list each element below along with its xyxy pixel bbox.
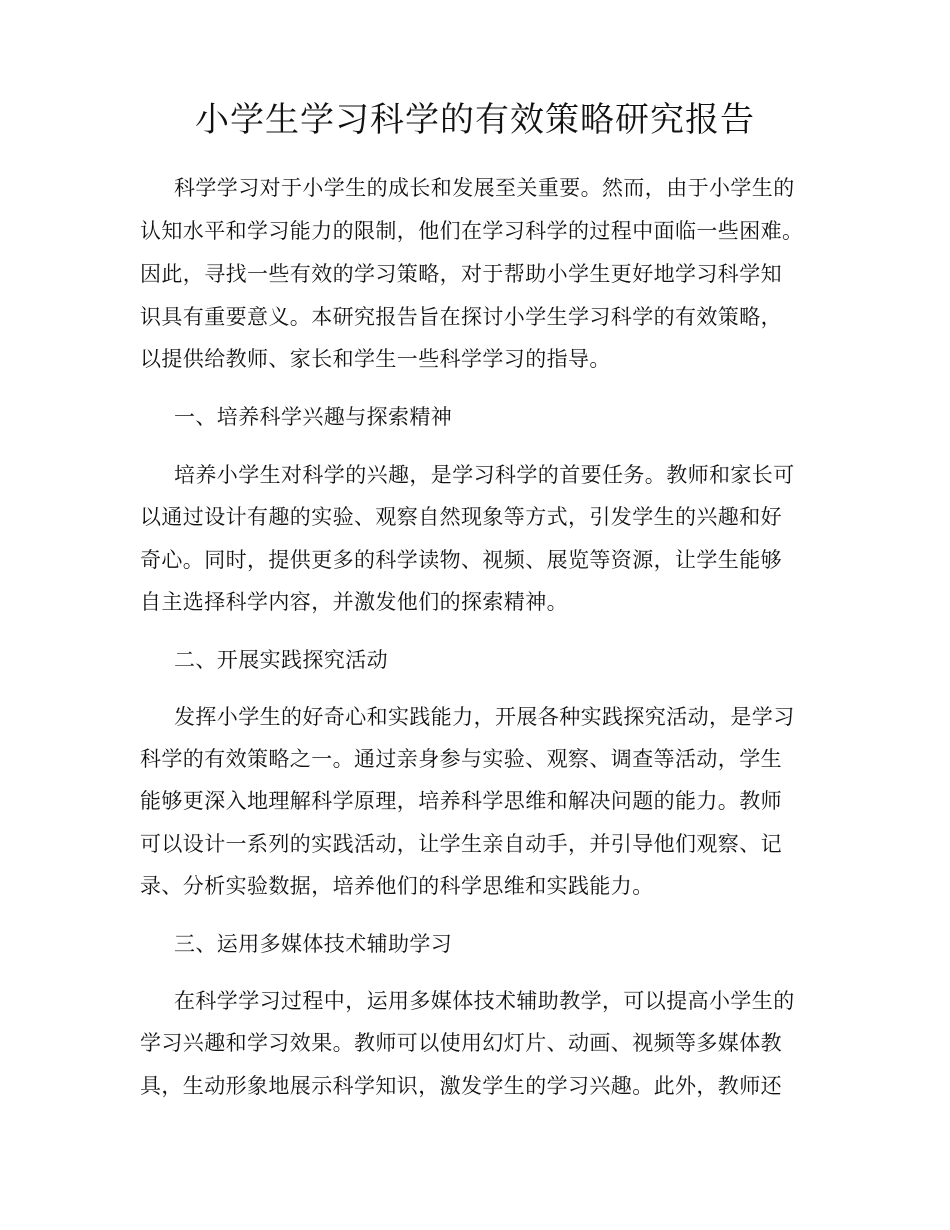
paragraph-line: 因此，寻找一些有效的学习策略，对于帮助小学生更好地学习科学知: [140, 262, 782, 286]
document-title: 小学生学习科学的有效策略研究报告: [195, 100, 755, 140]
section-heading: 二、开展实践探究活动: [174, 648, 388, 672]
paragraph-line: 培养小学生对科学的兴趣，是学习科学的首要任务。教师和家长可: [174, 463, 795, 487]
paragraph-line: 可以设计一系列的实践活动，让学生亲自动手，并引导他们观察、记: [140, 832, 782, 856]
paragraph-line: 奇心。同时，提供更多的科学读物、视频、展览等资源，让学生能够: [140, 548, 782, 572]
paragraph-line: 在科学学习过程中，运用多媒体技术辅助教学，可以提高小学生的: [174, 989, 795, 1013]
paragraph-line: 认知水平和学习能力的限制，他们在学习科学的过程中面临一些困难。: [140, 219, 804, 243]
paragraph-line: 学习兴趣和学习效果。教师可以使用幻灯片、动画、视频等多媒体教: [140, 1031, 782, 1055]
paragraph-line: 以提供给教师、家长和学生一些科学学习的指导。: [140, 347, 611, 371]
section-heading: 一、培养科学兴趣与探索精神: [174, 405, 453, 429]
paragraph-line: 识具有重要意义。本研究报告旨在探讨小学生学习科学的有效策略，: [140, 305, 782, 329]
paragraph-line: 以通过设计有趣的实验、观察自然现象等方式，引发学生的兴趣和好: [140, 505, 782, 529]
paragraph-line: 发挥小学生的好奇心和实践能力，开展各种实践探究活动，是学习: [174, 705, 795, 729]
paragraph-line: 科学学习对于小学生的成长和发展至关重要。然而，由于小学生的: [174, 176, 795, 200]
paragraph-line: 自主选择科学内容，并激发他们的探索精神。: [140, 590, 568, 614]
paragraph-line: 录、分析实验数据，培养他们的科学思维和实践能力。: [140, 874, 654, 898]
section-heading: 三、运用多媒体技术辅助学习: [174, 932, 453, 956]
paragraph-line: 能够更深入地理解科学原理，培养科学思维和解决问题的能力。教师: [140, 789, 782, 813]
paragraph-line: 具，生动形象地展示科学知识，激发学生的学习兴趣。此外，教师还: [140, 1074, 782, 1098]
paragraph-line: 科学的有效策略之一。通过亲身参与实验、观察、调查等活动，学生: [140, 747, 782, 771]
